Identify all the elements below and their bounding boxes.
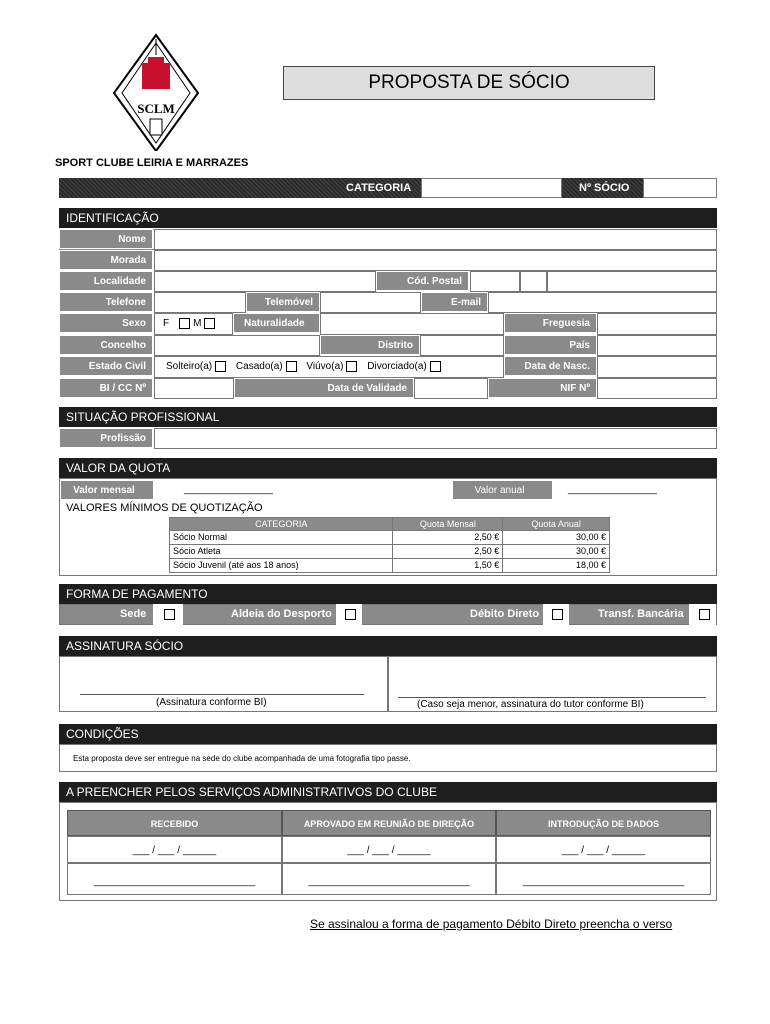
logo-text: SCLM bbox=[137, 101, 175, 116]
data-validade-input[interactable] bbox=[414, 378, 488, 399]
casado-checkbox[interactable] bbox=[286, 361, 297, 372]
debito-label: Débito Direto bbox=[470, 608, 540, 620]
casado-label: Casado(a) bbox=[235, 361, 283, 372]
categoria-input[interactable] bbox=[421, 178, 562, 198]
telemovel-input[interactable] bbox=[320, 292, 421, 313]
identificacao-heading: IDENTIFICAÇÃO bbox=[59, 208, 717, 228]
sexo-f-checkbox[interactable] bbox=[179, 318, 190, 329]
recebido-signature[interactable]: _____________________________ bbox=[67, 863, 282, 895]
email-input[interactable] bbox=[488, 292, 717, 313]
aprovado-date[interactable]: ___ / ___ / ______ bbox=[282, 836, 496, 863]
cod-postal-input-3[interactable] bbox=[547, 271, 717, 292]
quota-col-mensal: Quota Mensal bbox=[393, 518, 503, 531]
cod-postal-label: Cód. Postal bbox=[376, 271, 469, 291]
cod-postal-input-1[interactable] bbox=[470, 271, 520, 292]
quota-cell: 30,00 € bbox=[503, 531, 610, 545]
club-logo bbox=[112, 33, 200, 151]
solteiro-label: Solteiro(a) bbox=[166, 361, 213, 372]
assinatura-tutor-caption: (Caso seja menor, assinatura do tutor conforme BI) bbox=[417, 699, 644, 710]
concelho-input[interactable] bbox=[154, 335, 320, 356]
data-nasc-label: Data de Nasc. bbox=[504, 356, 597, 376]
localidade-label: Localidade bbox=[59, 271, 153, 291]
sexo-m-checkbox[interactable] bbox=[204, 318, 215, 329]
telefone-label: Telefone bbox=[59, 292, 153, 312]
table-row bbox=[170, 531, 610, 545]
assinatura-socio-caption: (Assinatura conforme BI) bbox=[156, 697, 267, 708]
concelho-label: Concelho bbox=[59, 335, 153, 355]
socio-no-label: Nº SÓCIO bbox=[579, 182, 630, 194]
footer-note: Se assinalou a forma de pagamento Débito Direto preencha o verso bbox=[310, 917, 673, 931]
email-label: E-mail bbox=[421, 292, 488, 312]
valor-mensal-label: Valor mensal bbox=[60, 480, 154, 500]
assinatura-heading: ASSINATURA SÓCIO bbox=[59, 636, 717, 656]
viuvo-checkbox[interactable] bbox=[346, 361, 357, 372]
categoria-label: CATEGORIA bbox=[346, 182, 412, 194]
quota-cell: 18,00 € bbox=[503, 559, 610, 573]
quota-cell: 30,00 € bbox=[503, 545, 610, 559]
recebido-date[interactable]: ___ / ___ / ______ bbox=[67, 836, 282, 863]
distrito-input[interactable] bbox=[420, 335, 504, 356]
estado-civil-label: Estado Civil bbox=[59, 356, 153, 376]
admin-col-introducao: INTRODUÇÃO DE DADOS bbox=[496, 810, 711, 836]
transf-checkbox[interactable] bbox=[699, 609, 710, 620]
viuvo-label: Viúvo(a) bbox=[306, 361, 344, 372]
sexo-f-option[interactable] bbox=[163, 314, 218, 334]
quota-cell: Sócio Juvenil (até aos 18 anos) bbox=[170, 559, 393, 573]
distrito-label: Distrito bbox=[320, 335, 420, 355]
profissao-input[interactable] bbox=[154, 428, 717, 449]
table-row bbox=[170, 545, 610, 559]
aprovado-signature[interactable]: _____________________________ bbox=[282, 863, 496, 895]
morada-input[interactable] bbox=[154, 250, 717, 271]
sede-checkbox[interactable] bbox=[164, 609, 175, 620]
club-name: SPORT CLUBE LEIRIA E MARRAZES bbox=[55, 157, 249, 169]
bi-cc-label: BI / CC Nº bbox=[59, 378, 153, 398]
solteiro-checkbox[interactable] bbox=[215, 361, 226, 372]
estado-civil-options bbox=[166, 357, 444, 377]
debito-checkbox[interactable] bbox=[552, 609, 563, 620]
telemovel-label: Telemóvel bbox=[246, 292, 320, 312]
sexo-f-label: F bbox=[163, 318, 170, 329]
quota-cell: 1,50 € bbox=[393, 559, 503, 573]
admin-heading: A PREENCHER PELOS SERVIÇOS ADMINISTRATIVOS DO CLUBE bbox=[59, 782, 717, 802]
divorciado-checkbox[interactable] bbox=[430, 361, 441, 372]
minimos-heading: VALORES MÍNIMOS DE QUOTIZAÇÃO bbox=[66, 502, 263, 514]
quota-table-header bbox=[170, 518, 610, 531]
socio-no-input[interactable] bbox=[643, 178, 717, 198]
morada-label: Morada bbox=[59, 250, 153, 270]
quota-heading: VALOR DA QUOTA bbox=[59, 458, 717, 478]
data-nasc-input[interactable] bbox=[597, 356, 717, 378]
data-validade-label: Data de Validade bbox=[234, 378, 414, 398]
valor-anual-input[interactable]: ________________ bbox=[568, 484, 657, 495]
table-row bbox=[170, 559, 610, 573]
aldeia-checkbox[interactable] bbox=[345, 609, 356, 620]
admin-col-aprovado: APROVADO EM REUNIÃO DE DIREÇÃO bbox=[282, 810, 496, 836]
sexo-label: Sexo bbox=[59, 313, 153, 333]
nif-label: NIF Nº bbox=[488, 378, 597, 398]
quota-col-anual: Quota Anual bbox=[503, 518, 610, 531]
pagamento-heading: FORMA DE PAGAMENTO bbox=[59, 584, 717, 604]
divorciado-label: Divorciado(a) bbox=[367, 361, 427, 372]
aldeia-label: Aldeia do Desporto bbox=[231, 608, 332, 620]
transf-label: Transf. Bancária bbox=[598, 608, 684, 620]
pais-input[interactable] bbox=[597, 335, 717, 356]
profissao-label: Profissão bbox=[59, 428, 153, 448]
quota-table bbox=[169, 517, 610, 573]
page-title: PROPOSTA DE SÓCIO bbox=[283, 66, 655, 100]
freguesia-label: Freguesia bbox=[504, 313, 597, 333]
condicoes-text: Esta proposta deve ser entregue na sede do clube acompanhada de uma fotografia tipo passe. bbox=[73, 754, 411, 763]
cod-postal-input-2[interactable] bbox=[520, 271, 547, 292]
introducao-date[interactable]: ___ / ___ / ______ bbox=[496, 836, 711, 863]
localidade-input[interactable] bbox=[154, 271, 376, 292]
quota-col-categoria: CATEGORIA bbox=[170, 518, 393, 531]
bi-cc-input[interactable] bbox=[154, 378, 234, 399]
naturalidade-input[interactable] bbox=[320, 313, 504, 335]
condicoes-heading: CONDIÇÕES bbox=[59, 724, 717, 744]
telefone-input[interactable] bbox=[154, 292, 246, 313]
quota-cell: Sócio Atleta bbox=[170, 545, 393, 559]
valor-mensal-input[interactable]: ________________ bbox=[184, 484, 273, 495]
valor-anual-label: Valor anual bbox=[452, 480, 553, 500]
introducao-signature[interactable]: _____________________________ bbox=[496, 863, 711, 895]
quota-cell: Sócio Normal bbox=[170, 531, 393, 545]
pais-label: País bbox=[504, 335, 597, 355]
freguesia-input[interactable] bbox=[597, 313, 717, 335]
admin-col-recebido: RECEBIDO bbox=[67, 810, 282, 836]
nome-input[interactable] bbox=[154, 229, 717, 250]
nif-input[interactable] bbox=[597, 378, 717, 399]
nome-label: Nome bbox=[59, 229, 153, 249]
quota-cell: 2,50 € bbox=[393, 545, 503, 559]
sexo-m-label: M bbox=[193, 318, 202, 329]
naturalidade-label: Naturalidade bbox=[233, 313, 320, 333]
sede-label: Sede bbox=[120, 608, 147, 620]
situacao-heading: SITUAÇÃO PROFISSIONAL bbox=[59, 407, 717, 427]
quota-cell: 2,50 € bbox=[393, 531, 503, 545]
